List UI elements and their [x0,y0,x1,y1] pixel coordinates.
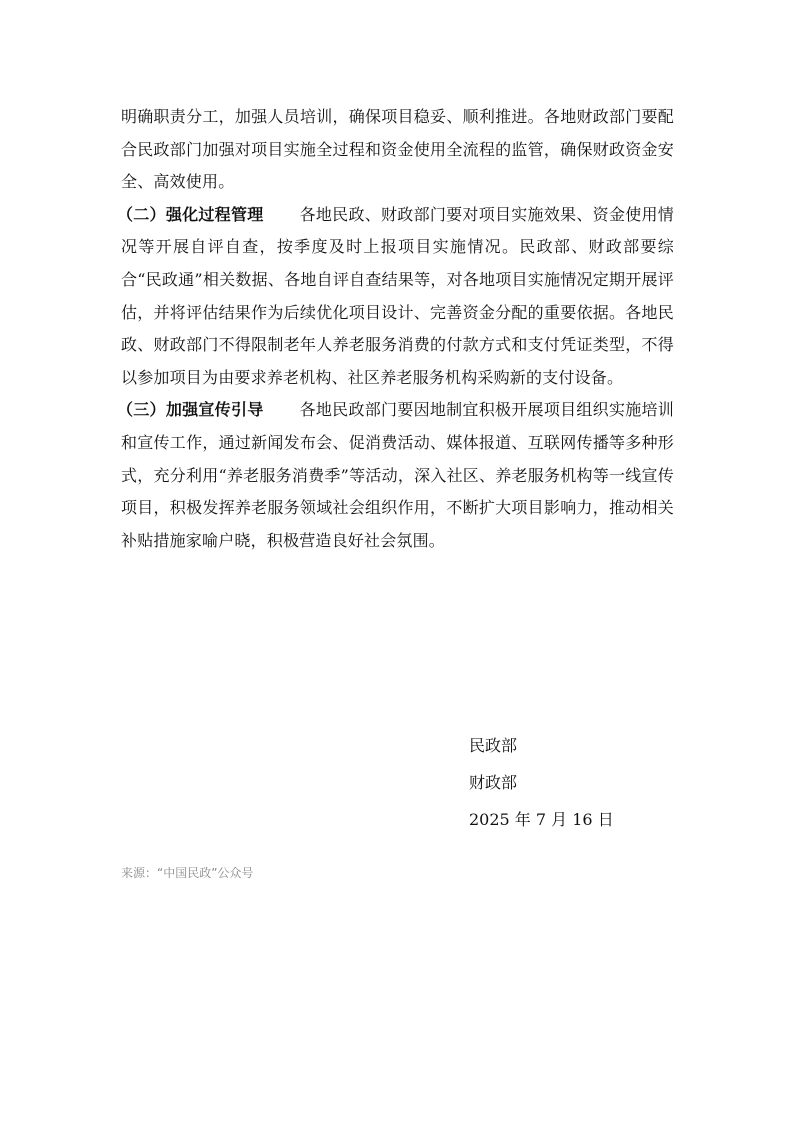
source-note: 来源：“中国民政”公众号 [121,866,254,880]
paragraph-3-text: 各地民政部门要因地制宜积极开展项目组织实施培训和宣传工作，通过新闻发布会、促消费活动、媒体报道、互联网传播等多种形式，充分利用“养老服务消费季”等活动，深入社区、养老服务机构等一线宣传项目，积极发挥养老服务领域社会组织作用，不断扩大项目影响力，推动相关补贴措施家喻户晓，积极营造良好社会氛围。 [121,400,674,550]
section-heading-3: （三）加强宣传引导 [117,400,264,420]
document-body [117,101,674,557]
section-heading-2: （二）强化过程管理 [117,204,264,224]
signature-block [469,727,614,838]
paragraph-2 [117,199,674,395]
signature-date: 2025 年 7 月 16 日 [469,810,614,829]
signature-org-1: 民政部 [469,736,518,755]
paragraph-2-text: 各地民政、财政部门要对项目实施效果、资金使用情况等开展自评自查，按季度及时上报项目实施情况。民政部、财政部要综合“民政通”相关数据、各地自评自查结果等，对各地项目实施情况定期开展评估，并将评估结果作为后续优化项目设计、完善资金分配的重要依据。各地民政、财政部门不得限制老年人养老服务消费的付款方式和支付凭证类型，不得以参加项目为由要求养老机构、社区养老服务机构采购新的支付设备。 [121,204,674,387]
signature-org-2: 财政部 [469,773,518,792]
paragraph-3 [117,394,674,557]
paragraph-1-text: 明确职责分工，加强人员培训，确保项目稳妥、顺利推进。各地财政部门要配合民政部门加强对项目实施全过程和资金使用全流程的监管，确保财政资金安全、高效使用。 [121,107,674,192]
paragraph-1 [121,101,674,199]
